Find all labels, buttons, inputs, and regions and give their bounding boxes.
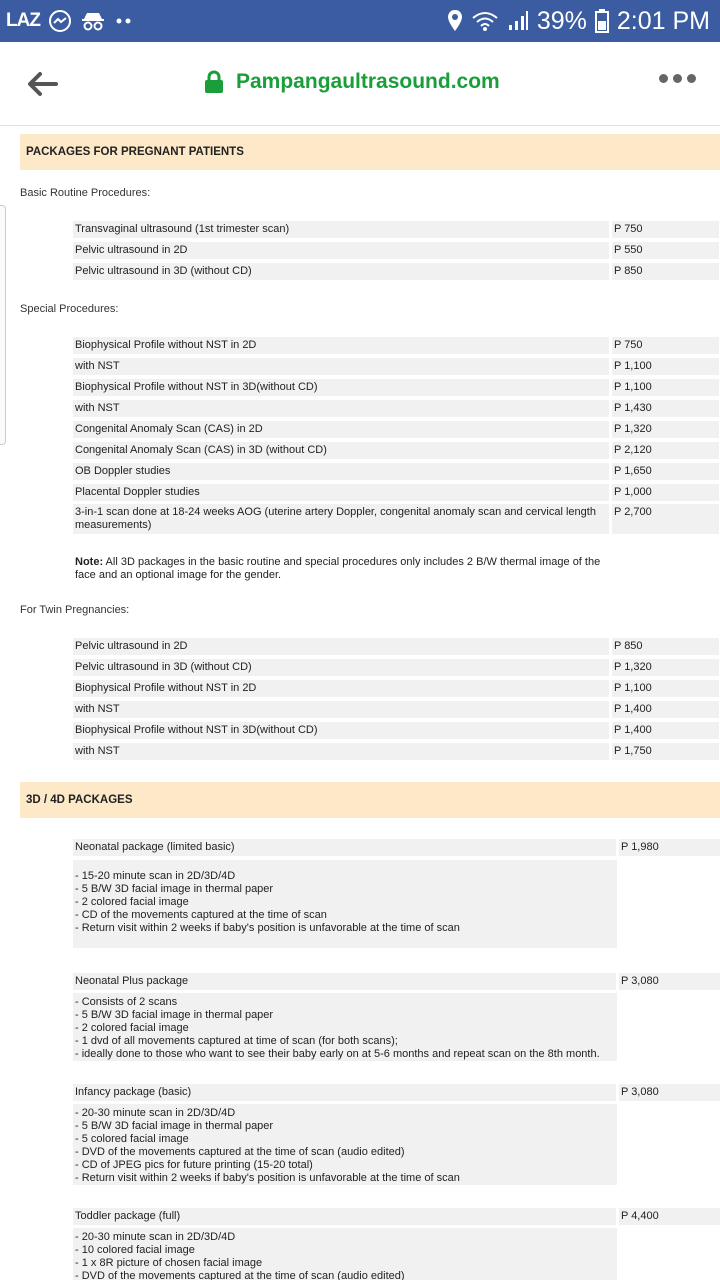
procedure-price: P 1,400	[612, 722, 719, 739]
procedure-name: 3-in-1 scan done at 18-24 weeks AOG (uterine artery Doppler, congenital anomaly scan and cervical length measurements)	[73, 504, 609, 534]
table-row	[73, 680, 719, 697]
menu-dot-icon	[659, 74, 668, 83]
package-detail-line: - 20-30 minute scan in 2D/3D/4D	[75, 1107, 236, 1119]
location-icon	[447, 9, 463, 33]
procedure-price: P 1,400	[612, 701, 719, 718]
table-row	[73, 379, 719, 396]
table-row	[73, 463, 719, 480]
procedure-price: P 1,650	[612, 463, 719, 480]
package-name: Neonatal Plus package	[73, 973, 616, 990]
procedure-name: Pelvic ultrasound in 3D (without CD)	[73, 263, 609, 280]
procedure-name: with NST	[73, 358, 609, 375]
package-detail-line: - 5 B/W 3D facial image in thermal paper	[75, 1009, 274, 1021]
procedure-price: P 550	[612, 242, 719, 259]
package-details	[73, 1228, 617, 1280]
procedure-name: Pelvic ultrasound in 2D	[73, 638, 609, 655]
package-detail-line: - 2 colored facial image	[75, 896, 189, 908]
section-header-pregnant: PACKAGES FOR PREGNANT PATIENTS	[20, 134, 720, 170]
menu-dot-icon	[673, 74, 682, 83]
edge-panel-handle[interactable]	[0, 205, 6, 445]
package-name: Neonatal package (limited basic)	[73, 839, 616, 856]
more-notifications-icon	[114, 16, 134, 26]
procedure-name: Pelvic ultrasound in 3D (without CD)	[73, 659, 609, 676]
procedure-name: OB Doppler studies	[73, 463, 609, 480]
procedure-name: Placental Doppler studies	[73, 484, 609, 501]
browser-toolbar	[0, 42, 720, 126]
package-detail-line: - Return visit within 2 weeks if baby's position is unfavorable at the time of scan	[75, 1172, 460, 1184]
package-row	[73, 1084, 720, 1101]
package-detail-line: - 2 colored facial image	[75, 1022, 189, 1034]
status-app-label: LAZ	[6, 10, 40, 31]
procedure-name: with NST	[73, 743, 609, 760]
note-body: All 3D packages in the basic routine and special procedures only includes 2 B/W thermal image of the face and an optional image for the gender.	[75, 556, 601, 581]
messenger-icon	[48, 9, 72, 33]
status-time: 2:01 PM	[616, 6, 710, 35]
package-row	[73, 839, 720, 856]
table-row	[73, 504, 719, 534]
table-row	[73, 701, 719, 718]
table-row	[73, 221, 719, 238]
table-row	[73, 659, 719, 676]
back-button[interactable]	[24, 68, 60, 100]
table-row	[73, 484, 719, 501]
procedure-price: P 1,000	[612, 484, 719, 501]
package-price: P 4,400	[619, 1208, 720, 1225]
web-page[interactable]	[0, 127, 720, 1280]
procedure-name: Biophysical Profile without NST in 2D	[73, 337, 609, 354]
lock-icon	[204, 70, 224, 94]
procedure-price: P 1,320	[612, 659, 719, 676]
package-detail-line: - Consists of 2 scans	[75, 996, 178, 1008]
package-detail-line: - ideally done to those who want to see their baby early on at 5-6 months and repeat scan on the 8th month.	[75, 1048, 600, 1060]
procedure-price: P 1,320	[612, 421, 719, 438]
procedure-price: P 1,430	[612, 400, 719, 417]
menu-dot-icon	[687, 74, 696, 83]
table-row	[73, 358, 719, 375]
procedure-price: P 750	[612, 337, 719, 354]
table-row	[73, 722, 719, 739]
package-detail-line: - CD of JPEG pics for future printing (15-20 total)	[75, 1159, 313, 1171]
package-name: Toddler package (full)	[73, 1208, 616, 1225]
package-details	[73, 1104, 617, 1185]
procedure-price: P 750	[612, 221, 719, 238]
note-label: Note:	[75, 556, 104, 568]
package-detail-line: - 15-20 minute scan in 2D/3D/4D	[75, 870, 236, 882]
procedure-price: P 1,100	[612, 358, 719, 375]
table-row	[73, 421, 719, 438]
note-text	[75, 556, 615, 582]
procedure-price: P 1,100	[612, 680, 719, 697]
package-detail-line: - 1 dvd of all movements captured at time of scan (for both scans);	[75, 1035, 398, 1047]
battery-icon	[595, 9, 609, 33]
procedure-name: with NST	[73, 400, 609, 417]
table-row	[73, 638, 719, 655]
package-name: Infancy package (basic)	[73, 1084, 616, 1101]
package-details	[73, 993, 617, 1061]
table-row	[73, 263, 719, 280]
procedure-price: P 2,700	[612, 504, 719, 534]
procedure-name: with NST	[73, 701, 609, 718]
signal-icon	[507, 10, 529, 32]
package-detail-line: - 20-30 minute scan in 2D/3D/4D	[75, 1231, 236, 1243]
back-arrow-icon	[26, 71, 58, 97]
package-row	[73, 973, 720, 990]
package-detail-line: - Return visit within 2 weeks if baby's position is unfavorable at the time of scan	[75, 922, 460, 934]
package-detail-line: - DVD of the movements captured at the time of scan (audio edited)	[75, 1270, 405, 1280]
procedure-price: P 1,100	[612, 379, 719, 396]
browser-menu-button[interactable]	[659, 74, 696, 83]
battery-percent: 39%	[536, 6, 587, 35]
table-row	[73, 400, 719, 417]
package-details	[73, 860, 617, 948]
procedure-price: P 1,750	[612, 743, 719, 760]
package-price: P 1,980	[619, 839, 720, 856]
table-row	[73, 442, 719, 459]
package-detail-line: - DVD of the movements captured at the time of scan (audio edited)	[75, 1146, 405, 1158]
package-price: P 3,080	[619, 1084, 720, 1101]
table-row	[73, 242, 719, 259]
package-detail-line: - 5 B/W 3D facial image in thermal paper	[75, 883, 274, 895]
procedure-price: P 850	[612, 638, 719, 655]
table-row	[73, 337, 719, 354]
address-bar[interactable]	[204, 70, 500, 94]
incognito-icon	[80, 10, 106, 32]
status-bar	[0, 0, 720, 42]
procedure-price: P 2,120	[612, 442, 719, 459]
table-row	[73, 743, 719, 760]
url-text: Pampangaultrasound.com	[236, 70, 500, 93]
group-label-twin: For Twin Pregnancies:	[20, 604, 130, 616]
procedure-name: Transvaginal ultrasound (1st trimester scan)	[73, 221, 609, 238]
package-detail-line: - 1 x 8R picture of chosen facial image	[75, 1257, 263, 1269]
package-detail-line: - CD of the movements captured at the time of scan	[75, 909, 327, 921]
procedure-name: Pelvic ultrasound in 2D	[73, 242, 609, 259]
section-header-3d4d: 3D / 4D PACKAGES	[20, 782, 720, 818]
package-row	[73, 1208, 720, 1225]
procedure-price: P 850	[612, 263, 719, 280]
procedure-name: Congenital Anomaly Scan (CAS) in 3D (without CD)	[73, 442, 609, 459]
package-price: P 3,080	[619, 973, 720, 990]
package-detail-line: - 5 colored facial image	[75, 1133, 189, 1145]
procedure-name: Congenital Anomaly Scan (CAS) in 2D	[73, 421, 609, 438]
package-detail-line: - 10 colored facial image	[75, 1244, 195, 1256]
package-detail-line: - 5 B/W 3D facial image in thermal paper	[75, 1120, 274, 1132]
group-label-special: Special Procedures:	[20, 303, 119, 315]
wifi-icon	[471, 10, 499, 32]
procedure-name: Biophysical Profile without NST in 2D	[73, 680, 609, 697]
group-label-basic: Basic Routine Procedures:	[20, 187, 151, 199]
procedure-name: Biophysical Profile without NST in 3D(without CD)	[73, 722, 609, 739]
procedure-name: Biophysical Profile without NST in 3D(without CD)	[73, 379, 609, 396]
